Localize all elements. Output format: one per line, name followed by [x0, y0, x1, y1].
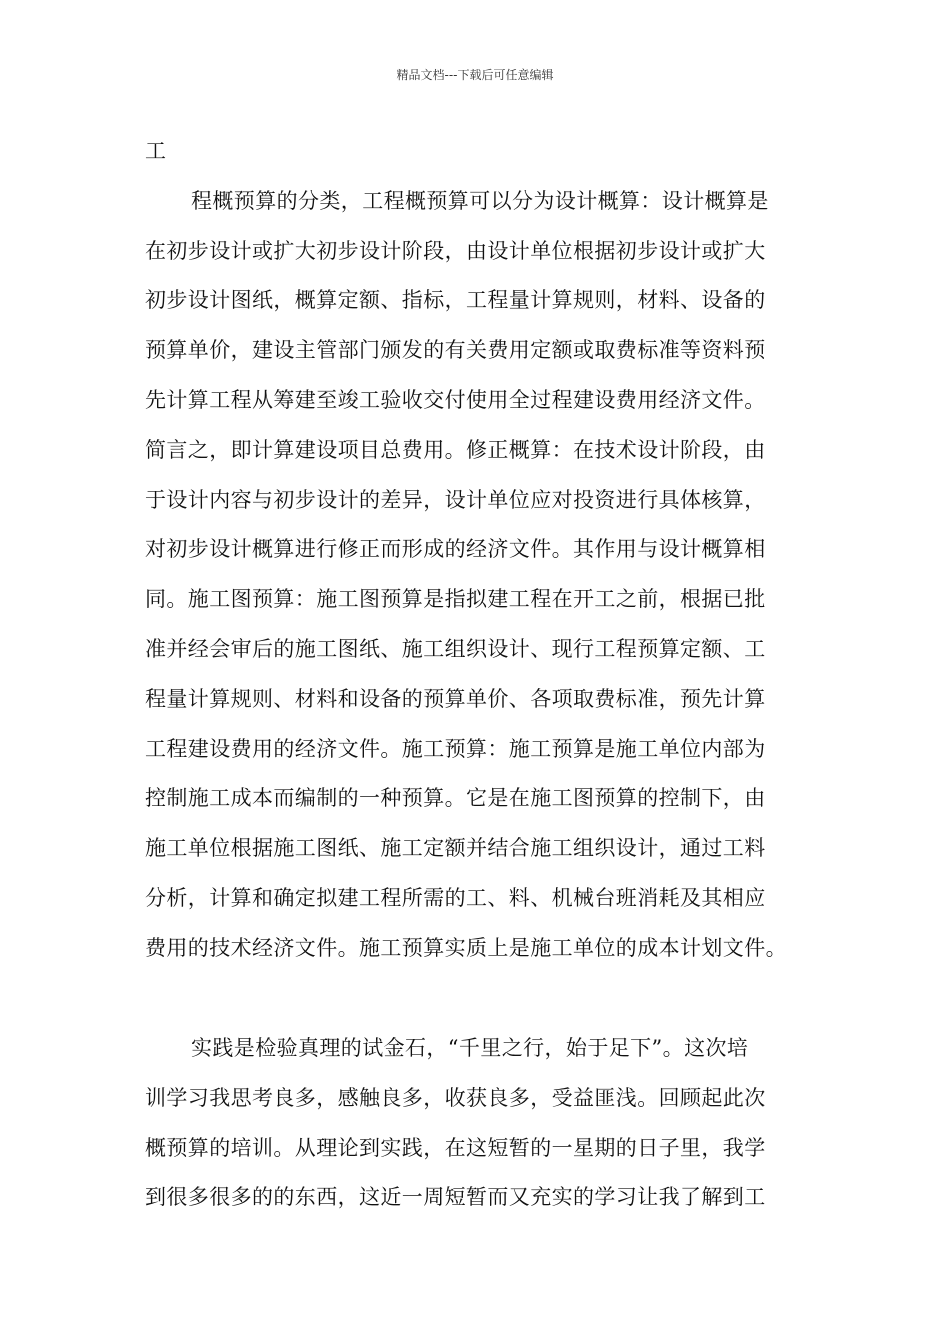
- text-line: 分析，计算和确定拟建工程所需的工、料、机械台班消耗及其相应: [145, 885, 766, 910]
- text-line: 到很多很多的的东西，这近一周短暂而又充实的学习让我了解到工: [145, 1185, 766, 1210]
- text-line: 训学习我思考良多，感触良多，收获良多，受益匪浅。回顾起此次: [145, 1085, 766, 1110]
- text-line: 同。施工图预算：施工图预算是指拟建工程在开工之前，根据已批: [145, 587, 766, 612]
- text-line: 准并经会审后的施工图纸、施工组织设计、现行工程预算定额、工: [145, 636, 766, 661]
- page-header: 精品文档---下载后可任意编辑: [396, 68, 554, 82]
- text-line: 施工单位根据施工图纸、施工定额并结合施工组织设计，通过工料: [145, 836, 766, 861]
- text-line: 于设计内容与初步设计的差异，设计单位应对投资进行具体核算，: [145, 487, 766, 512]
- text-line: 在初步设计或扩大初步设计阶段，由设计单位根据初步设计或扩大: [145, 238, 766, 263]
- text-line: 初步设计图纸，概算定额、指标，工程量计算规则，材料、设备的: [145, 288, 766, 313]
- text-line: 控制施工成本而编制的一种预算。它是在施工图预算的控制下，由: [145, 786, 766, 811]
- text-line: 简言之，即计算建设项目总费用。修正概算：在技术设计阶段，由: [145, 437, 766, 462]
- text-line: 概预算的培训。从理论到实践，在这短暂的一星期的日子里，我学: [145, 1135, 766, 1160]
- text-line: 预算单价，建设主管部门颁发的有关费用定额或取费标准等资料预: [145, 338, 766, 363]
- paragraph-training-reflection: [145, 1024, 825, 1223]
- text-line: 实践是检验真理的试金石，“千里之行，始于足下”。这次培: [191, 1036, 749, 1060]
- paragraph-estimate-types: [145, 127, 825, 974]
- text-line: 工程建设费用的经济文件。施工预算：施工预算是施工单位内部为: [145, 736, 766, 761]
- text-line: 工: [145, 139, 167, 163]
- text-line: 程量计算规则、材料和设备的预算单价、各项取费标准，预先计算: [145, 686, 766, 711]
- text-line: 对初步设计概算进行修正而形成的经济文件。其作用与设计概算相: [145, 537, 766, 562]
- text-line: 先计算工程从筹建至竣工验收交付使用全过程建设费用经济文件。: [145, 387, 766, 412]
- text-line: 程概预算的分类，工程概预算可以分为设计概算：设计概算是: [191, 188, 769, 213]
- text-line: 费用的技术经济文件。施工预算实质上是施工单位的成本计划文件。: [145, 935, 787, 960]
